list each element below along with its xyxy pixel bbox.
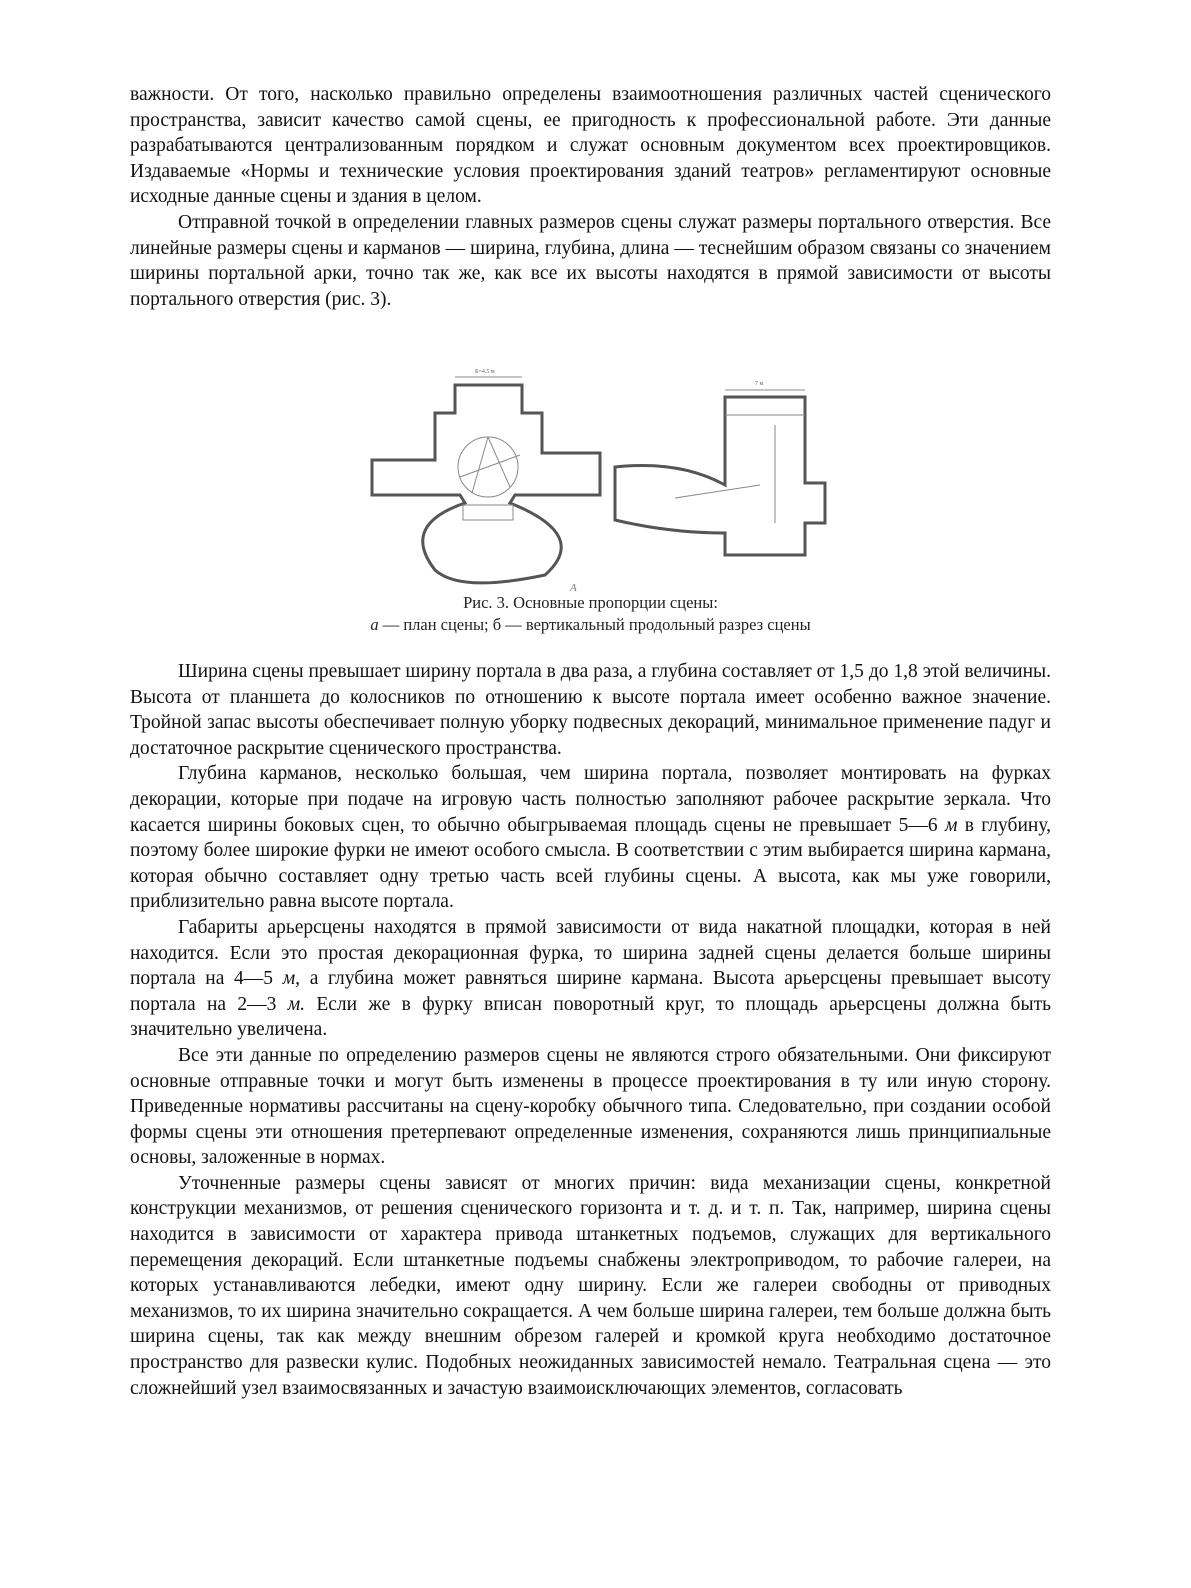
stage-plan-outline	[372, 385, 600, 583]
paragraph-text: Если же в фурку вписан поворотный круг, то площадь арьерсцены должна быть значительно увеличена.	[130, 993, 1051, 1041]
paragraph	[130, 1043, 1051, 1171]
paragraph-text: Уточненные размеры сцены зависят от многих причин: вида механизации сцены, конкретной конструкции механизмов, от решения сценического горизонта и т. д. и т. п. Так, например, ширина сцены находится в зависимости от характера привода штанкетных подъемов, служащих для вертикального перемещения декораций. Если штанкетные подъемы снабжены электроприводом, то рабочие галереи, на которых устанавливаются лебедки, имеют одну ширину. Если же галереи свободны от приводных механизмов, то их ширина значительно сокращается. А чем больше ширина галереи, тем больше должна быть ширина сцены, так как между внешним обрезом галерей и кромкой круга необходимо достаточное пространство для развески кулис. Подобных неожиданных зависимостей немало. Театральная сцена — это сложнейший узел взаимосвязанных и зачастую взаимоисключающих элементов, согласовать	[130, 1172, 1051, 1399]
paragraph	[130, 915, 1051, 1043]
paragraph-text: Отправной точкой в определении главных размеров сцены служат размеры портального отверстия. Все линейные размеры сцены и карманов — ширина, глубина, длина — теснейшим образом связаны со значением ширины портальной арки, точно так же, как все их высоты находятся в прямой зависимости от высоты портального отверстия (рис. 3).	[130, 211, 1051, 310]
figure-caption-line1: Рис. 3. Основные пропорции сцены:	[463, 593, 718, 612]
caption-letter-a: а	[370, 615, 379, 634]
paragraph	[130, 659, 1051, 761]
paragraph-text: Ширина сцены превышает ширину портала в два раза, а глубина составляет от 1,5 до 1,8 этой величины. Высота от планшета до колосников по отношению к высоте портала имеет особенно важное значение. Тройной запас высоты обеспечивает полную уборку подвесных декораций, минимальное применение падуг и достаточное раскрытие сценического пространства.	[130, 661, 1051, 759]
caption-text: — план сцены; б — вертикальный продольный разрез сцены	[378, 615, 811, 634]
unit-italic: м,	[282, 968, 301, 990]
unit-italic: м.	[287, 993, 306, 1015]
figure-stage-proportions	[350, 355, 860, 593]
figure-caption-line2	[130, 614, 1051, 636]
paragraph	[130, 1171, 1051, 1401]
text-block-bottom	[130, 659, 1051, 1401]
paragraph-text: в глубину, поэтому более широкие фурки не имеют особого смысла. В соответствии с этим выбирается ширина кармана, которая обычно составляет одну третью часть всей глубины сцены. А высота, как мы уже говорили, приблизительно равна высоте портала.	[130, 814, 1051, 913]
paragraph-text: Глубина карманов, несколько большая, чем ширина портала, позволяет монтировать на фурках декорации, которые при подаче на игровую часть полностью заполняют рабочее раскрытие зеркала. Что касается ширины боковых сцен, то обычно обыгрываемая площадь сцены не превышает 5—6	[130, 763, 1051, 836]
paragraph	[130, 210, 1051, 312]
paragraph-text: Габариты арьерсцены находятся в прямой зависимости от вида накатной площадки, которая в ней находится. Если это простая декорационная фурка, то ширина задней сцены делается больше ширины портала на 4—5	[130, 916, 1051, 990]
text-block-top	[130, 82, 1051, 312]
paragraph-text: а глубина может равняться ширине кармана. Высота арьерсцены превышает высоту портала на 2—3	[130, 968, 1051, 1015]
figure-letter-a: А	[570, 582, 577, 593]
paragraph	[130, 761, 1051, 915]
plan-width-label: Б=4.5 м	[475, 369, 495, 375]
paragraph-text: важности. От того, насколько правильно определены взаимоотношения различных частей сценического пространства, зависит качество самой сцены, ее пригодность к профессиональной работе. Эти данные разрабатываются централизованным порядком и служат основным документом всех проектировщиков. Издаваемые «Нормы и технические условия проектирования зданий театров» регламентируют основные исходные данные сцены и здания в целом.	[130, 84, 1051, 208]
section-width-label: 7 м	[755, 381, 764, 387]
paragraph-text: Все эти данные по определению размеров сцены не являются строго обязательными. Они фиксируют основные отправные точки и могут быть изменены в процессе проектирования в ту или иную сторону. Приведенные нормативы рассчитаны на сцену-коробку обычного типа. Следовательно, при создании особой формы сцены эти отношения претерпевают определенные изменения, сохраняются лишь принципиальные основы, заложенные в нормах.	[130, 1044, 1051, 1169]
unit-italic: м	[944, 814, 958, 836]
section-outline	[615, 397, 825, 555]
paragraph	[130, 82, 1051, 210]
